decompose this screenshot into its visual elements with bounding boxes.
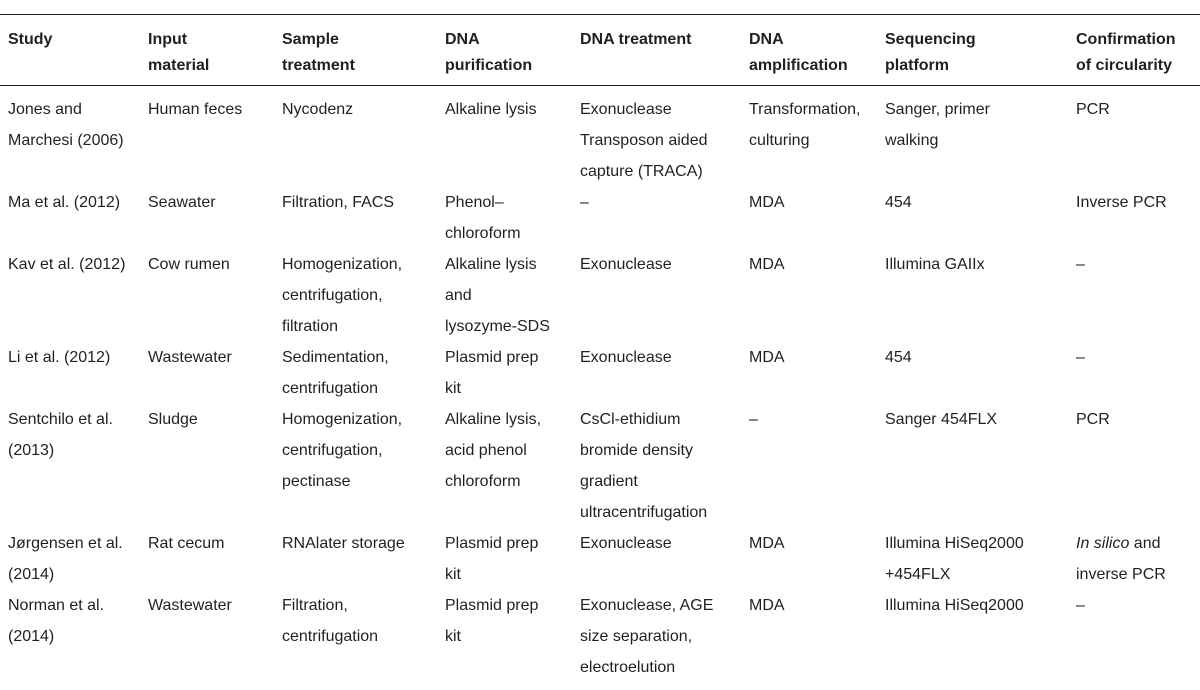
cell-line: chloroform (445, 473, 521, 490)
cell-sequencing-platform (885, 187, 1076, 249)
cell-line: Plasmid prep (445, 597, 539, 614)
cell-sample-treatment (282, 86, 445, 188)
cell-confirmation-of-circularity (1076, 342, 1200, 404)
cell-line: PCR (1076, 411, 1110, 428)
cell-line: PCR (1076, 101, 1110, 118)
cell-line: kit (445, 566, 461, 583)
column-header-dna-purification (445, 15, 580, 86)
cell-line: Plasmid prep (445, 535, 539, 552)
cell-line: Filtration, FACS (282, 194, 395, 211)
cell-dna-purification (445, 86, 580, 188)
cell-line: Kav et al. (2012) (8, 256, 126, 273)
cell-line: CsCl-ethidium (580, 411, 681, 428)
cell-line: Wastewater (148, 349, 232, 366)
cell-dna-amplification (749, 187, 885, 249)
cell-line: Alkaline lysis, (445, 411, 542, 428)
table-row (0, 249, 1200, 342)
cell-line: Exonuclease (580, 256, 672, 273)
cell-line: – (1076, 597, 1085, 614)
cell-line: In silico and (1076, 535, 1161, 552)
cell-sample-treatment (282, 590, 445, 683)
cell-input-material (148, 249, 282, 342)
column-header-line: Study (8, 31, 53, 48)
cell-line: RNAlater storage (282, 535, 405, 552)
cell-line: – (580, 194, 589, 211)
cell-line: Phenol– (445, 194, 504, 211)
column-header-sample-treatment (282, 15, 445, 86)
column-header-line: Sequencing (885, 31, 976, 48)
cell-input-material (148, 342, 282, 404)
cell-sample-treatment (282, 342, 445, 404)
column-header-line: material (148, 57, 210, 74)
cell-dna-purification (445, 590, 580, 683)
column-header-study (0, 15, 148, 86)
table-header (0, 15, 1200, 86)
cell-line: Exonuclease (580, 349, 672, 366)
table-row (0, 528, 1200, 590)
cell-input-material (148, 590, 282, 683)
cell-sequencing-platform (885, 86, 1076, 188)
cell-line: – (1076, 256, 1085, 273)
table-row (0, 404, 1200, 528)
cell-sample-treatment (282, 404, 445, 528)
cell-line: Li et al. (2012) (8, 349, 111, 366)
cell-confirmation-of-circularity (1076, 404, 1200, 528)
cell-input-material (148, 404, 282, 528)
cell-line: 454 (885, 349, 912, 366)
column-header-line: Input (148, 31, 188, 48)
cell-line: Rat cecum (148, 535, 225, 552)
column-header-input-material (148, 15, 282, 86)
cell-dna-treatment (580, 249, 749, 342)
italic-term: In silico (1076, 535, 1130, 552)
cell-line: Sanger, primer (885, 101, 990, 118)
column-header-line: of circularity (1076, 57, 1173, 74)
cell-dna-treatment (580, 187, 749, 249)
cell-line: Alkaline lysis (445, 101, 537, 118)
cell-confirmation-of-circularity (1076, 590, 1200, 683)
cell-line: MDA (749, 597, 785, 614)
cell-line: Exonuclease (580, 535, 672, 552)
table-body (0, 86, 1200, 684)
cell-confirmation-of-circularity (1076, 528, 1200, 590)
column-header-line: DNA (749, 31, 784, 48)
cell-line: Alkaline lysis (445, 256, 537, 273)
cell-line: centrifugation, (282, 287, 383, 304)
cell-line: Sentchilo et al. (8, 411, 113, 428)
cell-line: Marchesi (2006) (8, 132, 124, 149)
cell-line: (2014) (8, 566, 55, 583)
column-header-confirmation-of-circularity (1076, 15, 1200, 86)
cell-line: MDA (749, 256, 785, 273)
cell-study (0, 528, 148, 590)
cell-line: Inverse PCR (1076, 194, 1167, 211)
cell-study (0, 187, 148, 249)
cell-line: Wastewater (148, 597, 232, 614)
cell-line: kit (445, 380, 461, 397)
cell-line: Illumina GAIIx (885, 256, 985, 273)
cell-line: Exonuclease, AGE (580, 597, 714, 614)
cell-line: pectinase (282, 473, 351, 490)
cell-sequencing-platform (885, 342, 1076, 404)
methods-comparison-table (0, 14, 1200, 683)
cell-line: +454FLX (885, 566, 951, 583)
cell-line: (2014) (8, 628, 55, 645)
cell-sequencing-platform (885, 404, 1076, 528)
cell-line: centrifugation, (282, 442, 383, 459)
cell-dna-treatment (580, 528, 749, 590)
cell-line: Sedimentation, (282, 349, 389, 366)
cell-confirmation-of-circularity (1076, 86, 1200, 188)
column-header-sequencing-platform (885, 15, 1076, 86)
cell-line: Cow rumen (148, 256, 230, 273)
cell-line: chloroform (445, 225, 521, 242)
cell-line: Jones and (8, 101, 82, 118)
cell-line: Homogenization, (282, 256, 403, 273)
cell-sample-treatment (282, 528, 445, 590)
cell-dna-purification (445, 404, 580, 528)
cell-line: inverse PCR (1076, 566, 1166, 583)
cell-line: Seawater (148, 194, 216, 211)
cell-line: acid phenol (445, 442, 527, 459)
cell-line: MDA (749, 535, 785, 552)
cell-line: Sludge (148, 411, 198, 428)
cell-line: Human feces (148, 101, 243, 118)
cell-sequencing-platform (885, 249, 1076, 342)
cell-dna-treatment (580, 590, 749, 683)
column-header-line: amplification (749, 57, 848, 74)
cell-line: Nycodenz (282, 101, 354, 118)
cell-line: electroelution (580, 659, 676, 676)
table-row (0, 342, 1200, 404)
column-header-line: DNA (445, 31, 480, 48)
cell-input-material (148, 528, 282, 590)
cell-dna-amplification (749, 528, 885, 590)
cell-line: gradient (580, 473, 638, 490)
cell-dna-amplification (749, 404, 885, 528)
cell-line: culturing (749, 132, 810, 149)
cell-dna-treatment (580, 86, 749, 188)
cell-line: kit (445, 628, 461, 645)
cell-input-material (148, 86, 282, 188)
cell-sequencing-platform (885, 528, 1076, 590)
cell-line: MDA (749, 194, 785, 211)
table-row (0, 590, 1200, 683)
cell-confirmation-of-circularity (1076, 249, 1200, 342)
cell-dna-treatment (580, 404, 749, 528)
cell-line: walking (885, 132, 939, 149)
cell-line: filtration (282, 318, 339, 335)
cell-line: centrifugation (282, 380, 379, 397)
cell-line: – (749, 411, 758, 428)
column-header-line: DNA treatment (580, 31, 692, 48)
cell-sample-treatment (282, 249, 445, 342)
table-row (0, 187, 1200, 249)
cell-line: Transposon aided (580, 132, 708, 149)
cell-dna-purification (445, 187, 580, 249)
cell-line: size separation, (580, 628, 693, 645)
cell-study (0, 86, 148, 188)
cell-study (0, 590, 148, 683)
column-header-line: Confirmation (1076, 31, 1176, 48)
methods-table-container (0, 14, 1200, 683)
cell-line: centrifugation (282, 628, 379, 645)
cell-dna-purification (445, 528, 580, 590)
cell-dna-amplification (749, 249, 885, 342)
cell-dna-amplification (749, 342, 885, 404)
cell-dna-purification (445, 342, 580, 404)
cell-line: bromide density (580, 442, 693, 459)
cell-dna-amplification (749, 86, 885, 188)
cell-line: Transformation, (749, 101, 861, 118)
column-header-line: purification (445, 57, 533, 74)
header-row (0, 15, 1200, 86)
cell-line: ultracentrifugation (580, 504, 708, 521)
cell-study (0, 342, 148, 404)
cell-line: Illumina HiSeq2000 (885, 597, 1024, 614)
cell-confirmation-of-circularity (1076, 187, 1200, 249)
cell-line: – (1076, 349, 1085, 366)
column-header-line: treatment (282, 57, 355, 74)
cell-line: Illumina HiSeq2000 (885, 535, 1024, 552)
cell-dna-treatment (580, 342, 749, 404)
cell-study (0, 249, 148, 342)
column-header-line: platform (885, 57, 949, 74)
cell-line: 454 (885, 194, 912, 211)
cell-input-material (148, 187, 282, 249)
cell-line: Norman et al. (8, 597, 105, 614)
cell-line: capture (TRACA) (580, 163, 703, 180)
cell-sample-treatment (282, 187, 445, 249)
cell-line: MDA (749, 349, 785, 366)
cell-line: (2013) (8, 442, 55, 459)
cell-line: Filtration, (282, 597, 348, 614)
column-header-dna-amplification (749, 15, 885, 86)
cell-line: Sanger 454FLX (885, 411, 998, 428)
cell-line: and (445, 287, 472, 304)
cell-sequencing-platform (885, 590, 1076, 683)
cell-study (0, 404, 148, 528)
cell-dna-amplification (749, 590, 885, 683)
cell-line: lysozyme-SDS (445, 318, 550, 335)
column-header-dna-treatment (580, 15, 749, 86)
column-header-line: Sample (282, 31, 339, 48)
cell-line: Ma et al. (2012) (8, 194, 121, 211)
cell-line: Exonuclease (580, 101, 672, 118)
table-row (0, 86, 1200, 188)
cell-line: Plasmid prep (445, 349, 539, 366)
cell-line: Homogenization, (282, 411, 403, 428)
cell-line: Jørgensen et al. (8, 535, 123, 552)
cell-dna-purification (445, 249, 580, 342)
